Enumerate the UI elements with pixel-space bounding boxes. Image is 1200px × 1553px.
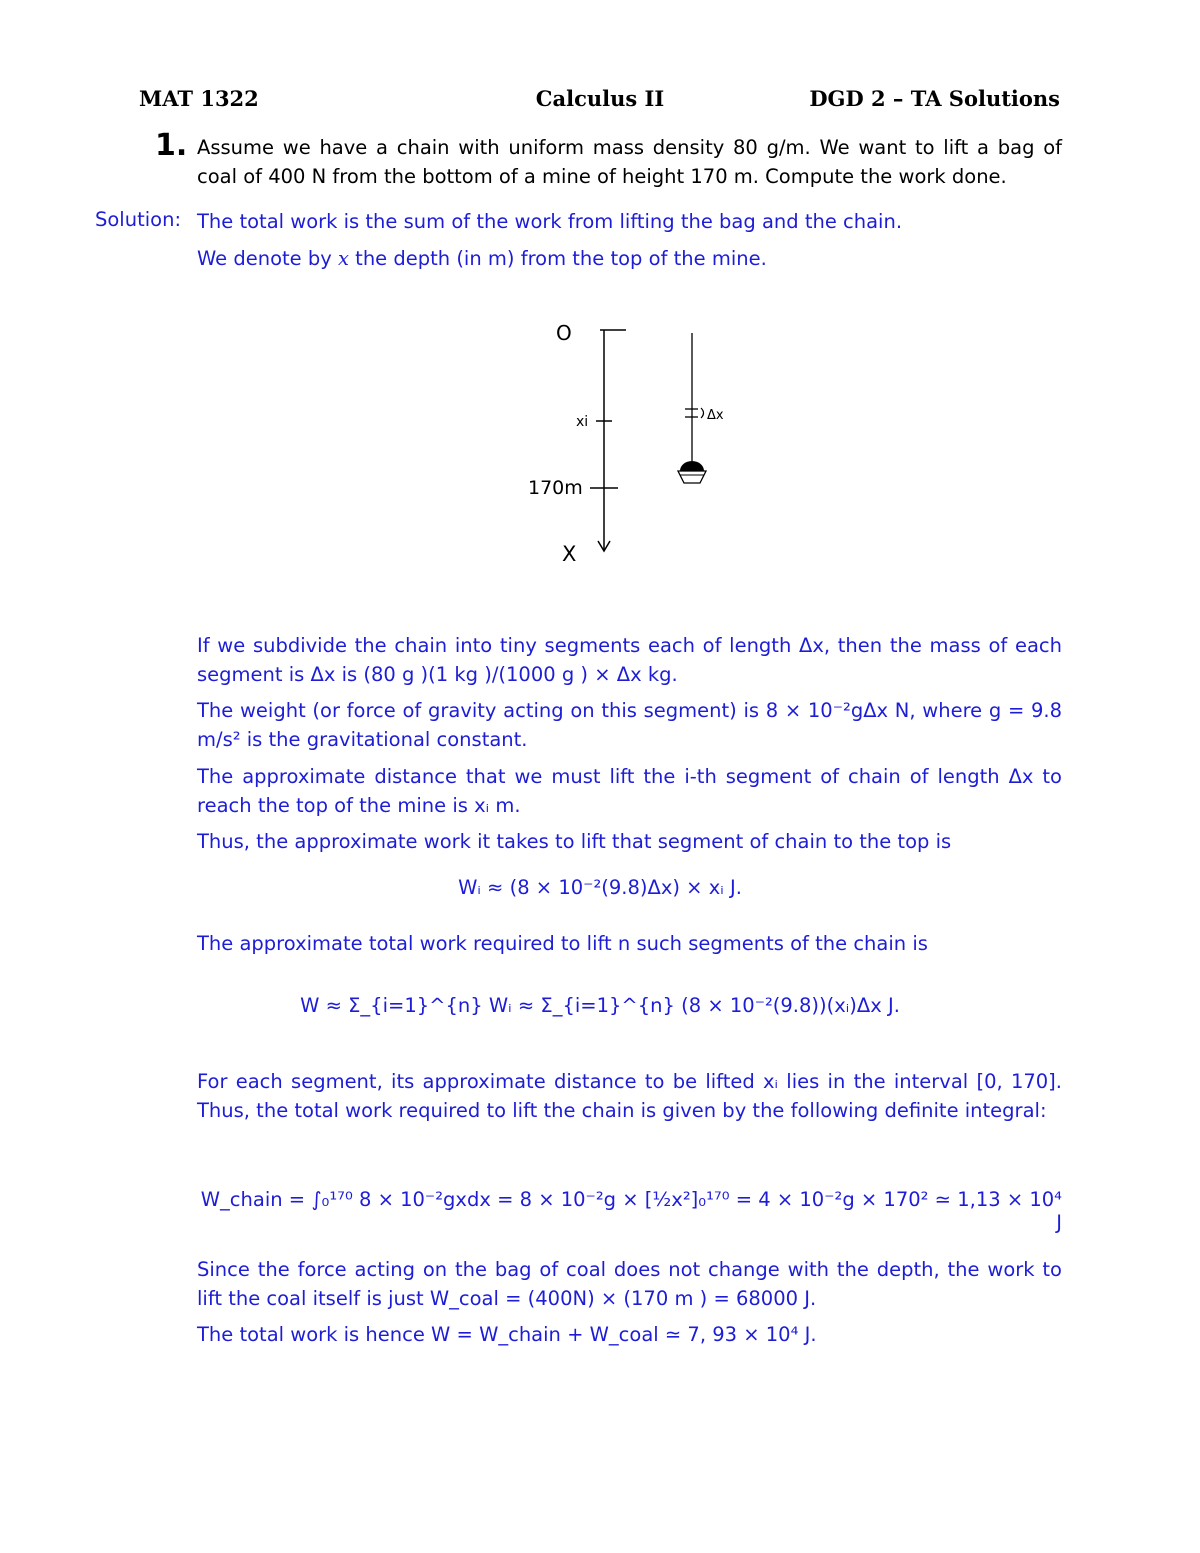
- course-title: Calculus II: [535, 86, 665, 111]
- solution-paragraph-3: If we subdivide the chain into tiny segments each of length Δx, then the mass of each segment is Δx is (80 g )(1 kg )/(1000 g ) × Δx kg.: [197, 634, 1062, 686]
- solution-paragraph-2: [197, 245, 1062, 274]
- course-code: MAT 1322: [139, 86, 259, 111]
- solution-paragraph-4: The weight (or force of gravity acting on this segment) is 8 × 10⁻²gΔx N, where g = 9.8 m/s² is the gravitational constant.: [197, 699, 1062, 751]
- p2-variable: x: [337, 247, 349, 270]
- mine-diagram: [520, 315, 780, 570]
- solution-label: Solution:: [95, 208, 182, 231]
- coal-bag-icon: [678, 461, 706, 483]
- diagram-xi-label: xi: [576, 414, 589, 430]
- solution-paragraph-7: The approximate total work required to lift n such segments of the chain is: [197, 932, 928, 955]
- solution-paragraph-1: The total work is the sum of the work from lifting the bag and the chain.: [197, 210, 903, 233]
- document-title: DGD 2 – TA Solutions: [809, 86, 1060, 111]
- solution-paragraph-5: The approximate distance that we must lift the i-th segment of chain of length Δx to reach the top of the mine is xᵢ m.: [197, 765, 1062, 817]
- solution-paragraph-6: Thus, the approximate work it takes to lift that segment of chain to the top is: [197, 830, 952, 853]
- equation-segment-work: Wᵢ ≈ (8 × 10⁻²(9.8)Δx) × xᵢ J.: [458, 876, 742, 899]
- p2-text-a: We denote by: [197, 247, 338, 270]
- question-text: Assume we have a chain with uniform mass density 80 g/m. We want to lift a bag of coal of 400 N from the bottom of a mine of height 170 m. Compute the work done.: [197, 136, 1062, 188]
- diagram-depth-label: 170m: [528, 477, 583, 499]
- diagram-top-label: O: [556, 321, 572, 345]
- equation-chain-integral: W_chain = ∫₀¹⁷⁰ 8 × 10⁻²gxdx = 8 × 10⁻²g × [½x²]₀¹⁷⁰ = 4 × 10⁻²g × 170² ≃ 1,13 × 10⁴ J: [200, 1188, 1062, 1234]
- diagram-dx-label: Δx: [707, 408, 724, 423]
- question-number: 1.: [155, 128, 188, 163]
- solution-paragraph-8: For each segment, its approximate distance to be lifted xᵢ lies in the interval [0, 170]. Thus, the total work required to lift the chain is given by the following definite integral:: [197, 1070, 1062, 1122]
- solution-paragraph-9: Since the force acting on the bag of coal does not change with the depth, the work to lift the coal itself is just W_coal = (400N) × (170 m ) = 68000 J.: [197, 1258, 1062, 1310]
- diagram-axis-label: X: [562, 542, 577, 566]
- p2-text-b: the depth (in m) from the top of the mine.: [348, 247, 767, 270]
- solution-paragraph-10: The total work is hence W = W_chain + W_coal ≃ 7, 93 × 10⁴ J.: [197, 1323, 817, 1346]
- equation-riemann-sum: W ≈ Σ_{i=1}^{n} Wᵢ ≈ Σ_{i=1}^{n} (8 × 10⁻²(9.8))(xᵢ)Δx J.: [300, 994, 900, 1017]
